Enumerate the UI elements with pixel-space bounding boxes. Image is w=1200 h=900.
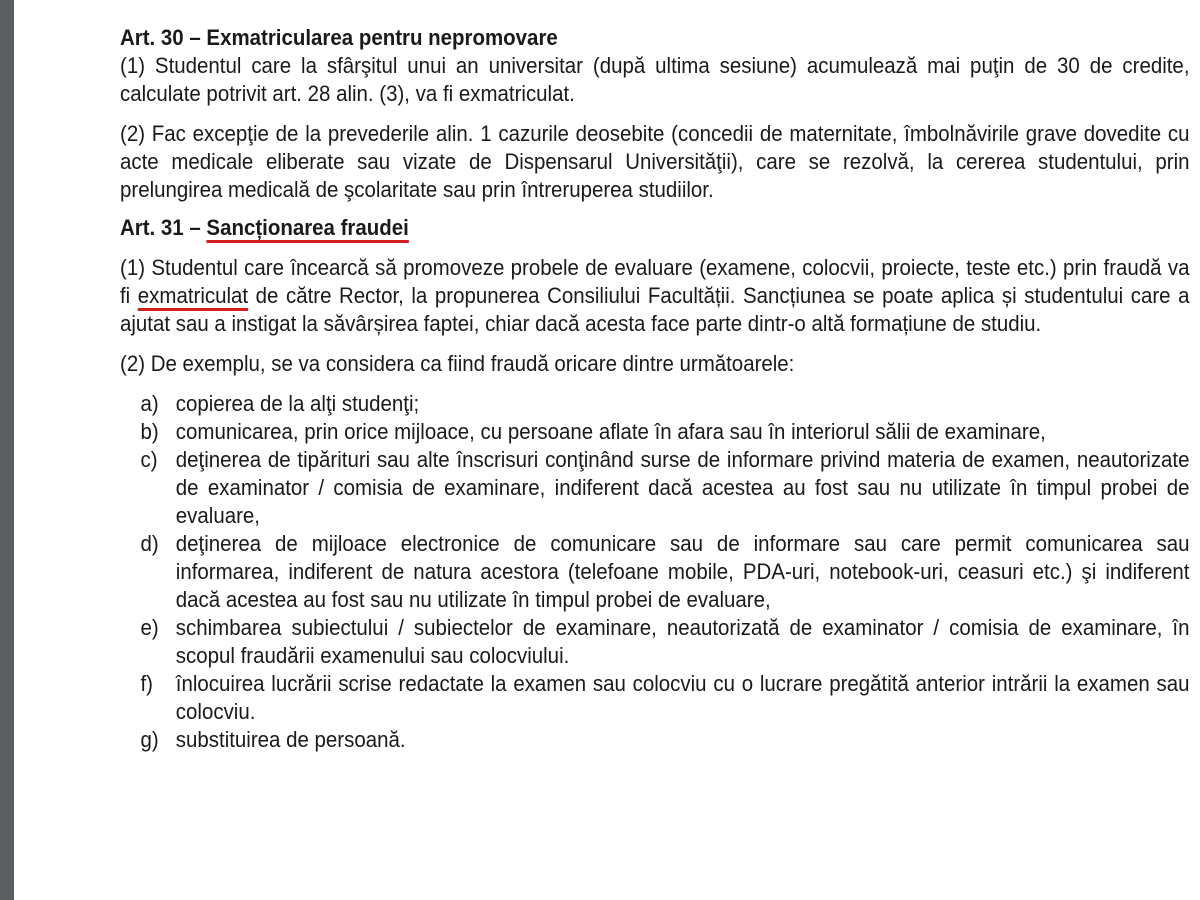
document-page <box>14 0 1200 900</box>
list-item <box>120 614 1190 670</box>
list-item-letter: e) <box>140 615 159 640</box>
list-item <box>120 418 1190 446</box>
viewer-side-bar <box>0 0 14 900</box>
article-31-paragraph-2: (2) De exemplu, se va considera ca fiind fraudă oricare dintre următoarele: <box>120 351 795 376</box>
article-31-heading <box>120 214 1190 242</box>
fraud-examples-list <box>120 390 1190 754</box>
article-31-paragraph-1 <box>120 254 1190 338</box>
list-item-letter: d) <box>140 531 159 556</box>
list-item-letter: g) <box>140 727 159 752</box>
list-item-text: comunicarea, prin orice mijloace, cu persoane aflate în afara sau în interiorul sălii de examinare, <box>175 419 1046 444</box>
list-item <box>120 530 1190 614</box>
article-31-heading-underlined: Sancționarea fraudei <box>206 215 409 240</box>
list-item-letter: a) <box>140 391 159 416</box>
highlighted-word-exmatriculat: exmatriculat <box>137 283 249 308</box>
article-31-heading-prefix: Art. 31 – <box>120 215 207 240</box>
list-item-text: înlocuirea lucrării scrise redactate la examen sau colocviu cu o lucrare pregătită anterior intrării la examen sau colocviu. <box>175 671 1190 724</box>
list-item-text: schimbarea subiectului / subiectelor de examinare, neautorizată de examinator / comisia de examinare, în scopul fraudării examenului sau colocviului. <box>175 615 1190 668</box>
document-content <box>120 24 1190 754</box>
list-item <box>120 726 1190 754</box>
list-item-text: deţinerea de tipărituri sau alte înscrisuri conţinând surse de informare privind materia de examen, neautorizate de examinator / comisia de examinare, indiferent dacă acestea au fost sau nu utilizate în timpul probei de evaluare, <box>175 447 1190 528</box>
list-item-text: copierea de la alţi studenţi; <box>175 391 420 416</box>
article-30-paragraph-2: (2) Fac excepţie de la prevederile alin. 1 cazurile deosebite (concedii de maternitate, îmbolnăvirile grave dovedite cu acte medicale eliberate sau vizate de Dispensarul Universităţii), care se rezolvă, la cererea studentului, prin prelungirea medicală de şcolaritate sau prin întreruperea studiilor. <box>120 121 1190 202</box>
list-item <box>120 670 1190 726</box>
list-item <box>120 390 1190 418</box>
article-30-paragraph-1: (1) Studentul care la sfârşitul unui an universitar (după ultima sesiune) acumulează mai puţin de 30 de credite, calculate potrivit art. 28 alin. (3), va fi exmatriculat. <box>120 53 1190 106</box>
list-item-letter: f) <box>140 671 153 696</box>
article-31-paragraph-1-start: (1) Studentul care încearcă să promoveze probele de evaluare (examene, colocvii, proiecte, teste etc.) prin fraudă va fi <box>120 255 1190 308</box>
article-31-paragraph-1-end: de către Rector, la propunerea Consiliului Facultății. Sancțiunea se poate aplica și studentului care a ajutat sau a instigat la săvârșirea faptei, chiar dacă acesta face parte dintr-o altă formațiune de studiu. <box>120 283 1190 336</box>
list-item <box>120 446 1190 530</box>
list-item-text: deţinerea de mijloace electronice de comunicare sau de informare sau care permit comunicarea sau informarea, indiferent de natura acestora (telefoane mobile, PDA-uri, notebook-uri, ceasuri etc.) şi indiferent dacă acestea au fost sau nu utilizate în timpul probei de evaluare, <box>175 531 1190 612</box>
list-item-letter: b) <box>140 419 159 444</box>
article-30-heading: Art. 30 – Exmatricularea pentru nepromovare <box>120 25 558 50</box>
list-item-letter: c) <box>140 447 158 472</box>
list-item-text: substituirea de persoană. <box>175 727 406 752</box>
